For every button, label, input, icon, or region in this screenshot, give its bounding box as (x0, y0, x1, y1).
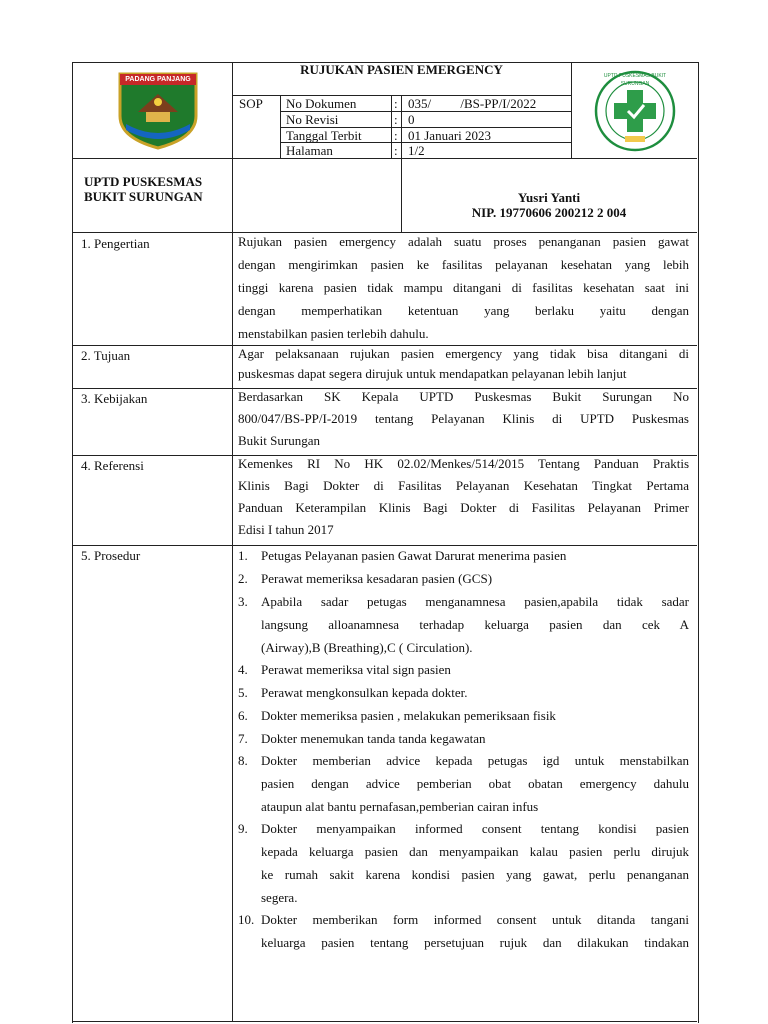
step-number: 2. (238, 571, 248, 586)
step-number: 3. (238, 594, 248, 609)
step-text: Dokter menemukan tanda tanda kegawatan (261, 731, 486, 746)
step-text: langsung alloanamnesa terhadap keluarga pasien dan cek A (261, 617, 689, 632)
left-logo-text: PADANG PANJANG (125, 76, 191, 83)
field-label: Tanggal Terbit (286, 128, 362, 143)
definition-line: Rujukan pasien emergency adalah suatu proses penanganan pasien gawat (238, 234, 689, 249)
signer-nip: NIP. 19770606 200212 2 004 (471, 205, 627, 220)
step-text: ke rumah sakit karena kondisi pasien yang gawat, perlu penanganan (261, 867, 689, 882)
right-logo-text: UPTD PUSKESMAS BUKIT SURUNGAN (603, 73, 667, 87)
step-text: pasien dengan advice pemberian obat obatan emergency dahulu (261, 776, 689, 791)
step-number: 5. (238, 685, 248, 700)
policy-line: Berdasarkan SK Kepala UPTD Puskesmas Bukit Surungan No (238, 389, 689, 404)
issue-date: 01 Januari 2023 (408, 128, 492, 143)
org-name: UPTD PUSKESMAS (84, 174, 203, 189)
step-text: Dokter menyampaikan informed consent tentang kondisi pasien (261, 821, 689, 836)
policy-line: Bukit Surungan (238, 433, 320, 448)
puskesmas-logo (592, 68, 678, 154)
step-text: Dokter memberian advice kepada petugas igd untuk menstabilkan (261, 753, 689, 768)
step-number: 1. (238, 548, 248, 563)
section-label-kebijakan: 3. Kebijakan (81, 391, 148, 406)
step-text: Dokter memberikan form informed consent untuk ditanda tangani (261, 912, 689, 927)
divider (72, 158, 697, 159)
step-text: Dokter memeriksa pasien , melakukan pemeriksaan fisik (261, 708, 556, 723)
definition-line: dengan memperhatikan ketentuan yang berlaku yaitu dengan (238, 303, 689, 318)
divider (72, 1021, 697, 1022)
page-title: RUJUKAN PASIEN EMERGENCY (300, 62, 503, 77)
field-label: No Dokumen (286, 96, 357, 111)
purpose-line: puskesmas dapat segera dirujuk untuk mendapatkan pelayanan lebih lanjut (238, 366, 627, 381)
step-text: Perawat memeriksa vital sign pasien (261, 662, 451, 677)
step-number: 4. (238, 662, 248, 677)
padang-panjang-logo (108, 68, 208, 152)
step-number: 10. (238, 912, 255, 927)
divider (232, 232, 233, 1022)
reference-line: Klinis Bagi Dokter di Fasilitas Pelayanan Kesehatan Tingkat Pertama (238, 478, 689, 493)
policy-line: 800/047/BS-PP/I-2019 tentang Pelayanan Klinis di UPTD Puskesmas (238, 411, 689, 426)
revision-number: 0 (408, 112, 415, 127)
definition-line: tinggi karena pasien tidak mampu ditangani di fasilitas kesehatan saat ini (238, 280, 689, 295)
step-text: segera. (261, 890, 298, 905)
step-number: 8. (238, 753, 248, 768)
step-text: Perawat memeriksa kesadaran pasien (GCS) (261, 571, 493, 586)
definition-line: menstabilkan pasien terlebih dahulu. (238, 326, 429, 341)
step-number: 6. (238, 708, 248, 723)
field-label: No Revisi (286, 112, 339, 127)
step-number: 7. (238, 731, 248, 746)
step-text: Perawat mengkonsulkan kepada dokter. (261, 685, 468, 700)
step-number: 9. (238, 821, 248, 836)
field-separator: : (394, 143, 398, 158)
field-separator: : (394, 96, 398, 111)
field-separator: : (394, 112, 398, 127)
step-text: ataupun alat bantu pernafasan,pemberian cairan infus (261, 799, 539, 814)
sop-label: SOP (239, 96, 263, 111)
field-separator: : (394, 128, 398, 143)
field-label: Halaman (286, 143, 333, 158)
divider (232, 158, 233, 232)
document-number: 035/ /BS-PP/I/2022 (408, 96, 537, 111)
reference-line: Edisi I tahun 2017 (238, 522, 334, 537)
step-text: kepada keluarga pasien dan menyampaikan kalau pasien perlu dirujuk (261, 844, 689, 859)
page-number: 1/2 (408, 143, 425, 158)
purpose-line: Agar pelaksanaan rujukan pasien emergency yang tidak bisa ditangani di (238, 346, 689, 361)
section-label-pengertian: 1. Pengertian (81, 236, 150, 251)
step-text: keluarga pasien tentang persetujuan rujuk dan dilakukan tindakan (261, 935, 689, 950)
org-name: BUKIT SURUNGAN (84, 189, 203, 204)
section-label-tujuan: 2. Tujuan (81, 348, 131, 363)
step-text: Apabila sadar petugas menganamnesa pasien,apabila tidak sadar (261, 594, 689, 609)
divider (571, 62, 572, 158)
step-text: Petugas Pelayanan pasien Gawat Darurat menerima pasien (261, 548, 567, 563)
section-label-referensi: 4. Referensi (81, 458, 144, 473)
reference-line: Kemenkes RI No HK 02.02/Menkes/514/2015 Tentang Panduan Praktis (238, 456, 689, 471)
definition-line: dengan mengirimkan pasien ke fasilitas pelayanan kesehatan yang lebih (238, 257, 689, 272)
section-label-prosedur: 5. Prosedur (81, 548, 141, 563)
step-text: (Airway),B (Breathing),C ( Circulation). (261, 640, 473, 655)
reference-line: Panduan Keterampilan Klinis Bagi Dokter di Fasilitas Pelayanan Primer (238, 500, 689, 515)
signer-name: Yusri Yanti (517, 190, 581, 205)
